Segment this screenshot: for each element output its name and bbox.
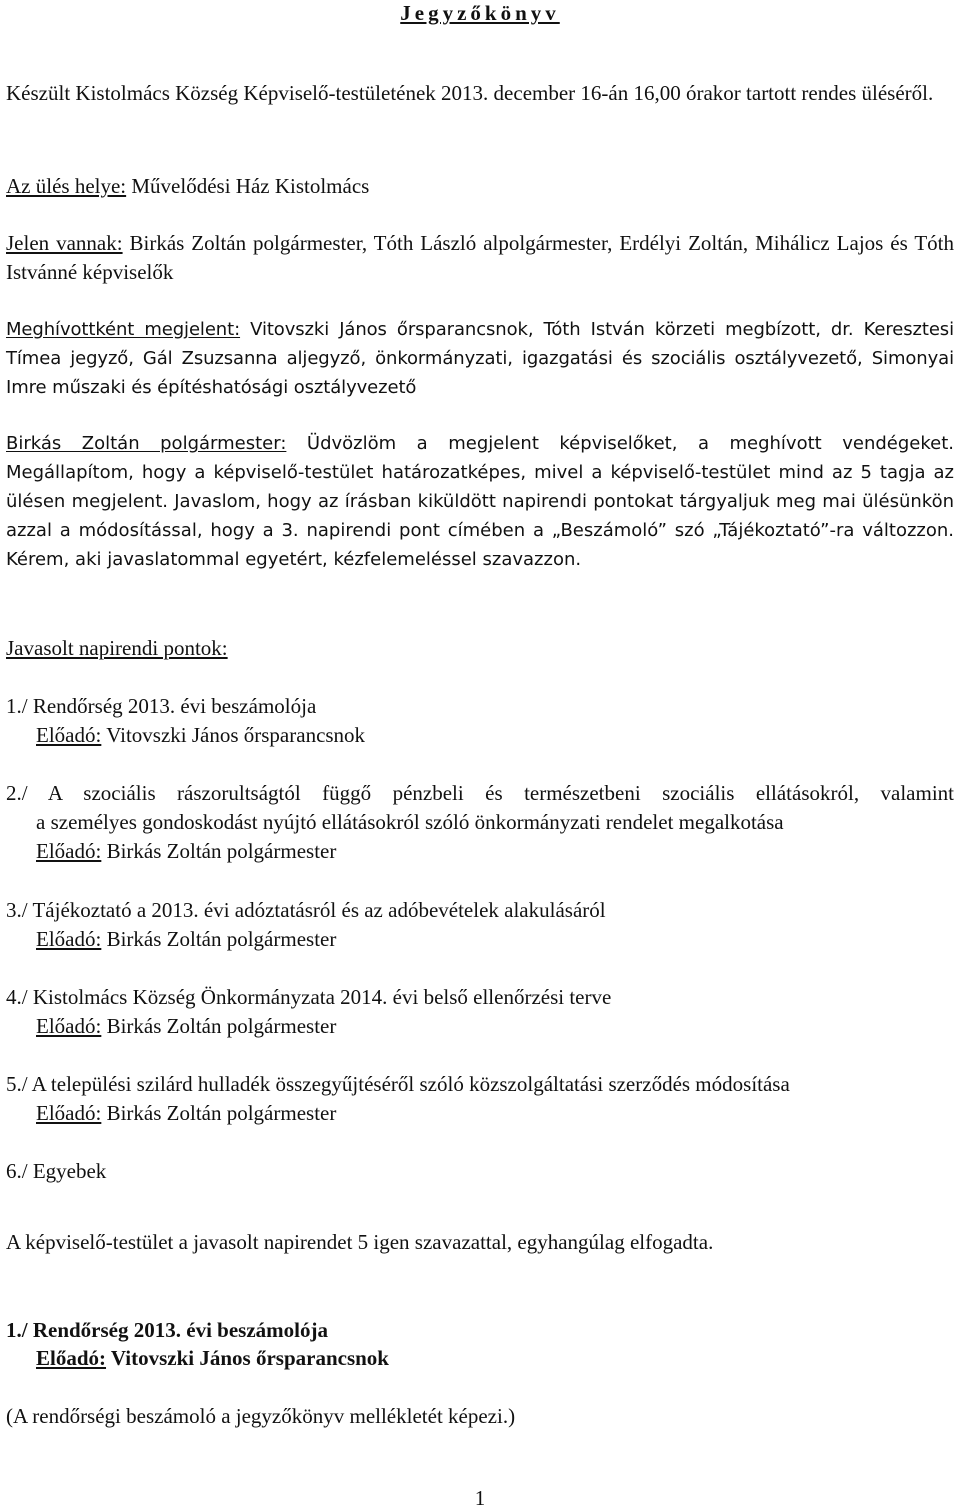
- agenda-item-2-presenter: Előadó: Birkás Zoltán polgármester: [36, 839, 337, 863]
- agenda-item-3-title: 3./ Tájékoztató a 2013. évi adóztatásról és az adóbevételek alakulásáról: [6, 898, 606, 922]
- present-paragraph: [6, 229, 954, 287]
- section-1-note: (A rendőrségi beszámoló a jegyzőkönyv mellékletét képezi.): [6, 1404, 516, 1428]
- mayor-speech-paragraph: [6, 429, 954, 574]
- agenda-item-5-title: 5./ A települési szilárd hulladék összegyűjtéséről szóló közszolgáltatási szerződés módosítása: [6, 1072, 790, 1096]
- agenda-item-3-presenter: Előadó: Birkás Zoltán polgármester: [36, 927, 337, 951]
- section-1-title: 1./ Rendőrség 2013. évi beszámolója: [6, 1318, 328, 1342]
- invited-paragraph: [6, 315, 954, 402]
- agenda-item-1-presenter: Előadó: Vitovszki János őrsparancsnok: [36, 723, 366, 747]
- present-value: Birkás Zoltán polgármester, Tóth László alpolgármester, Erdélyi Zoltán, Mihálicz Lajos és Tóth Istvánné képviselők: [6, 231, 955, 284]
- agenda-item-4-title: 4./ Kistolmács Község Önkormányzata 2014. évi belső ellenőrzési terve: [6, 985, 612, 1009]
- vote-result: A képviselő-testület a javasolt napirendet 5 igen szavazattal, egyhangúlag elfogadta.: [6, 1230, 714, 1254]
- agenda-item-1-title: 1./ Rendőrség 2013. évi beszámolója: [6, 694, 317, 718]
- mayor-speech-value: Üdvözlöm a megjelent képviselőket, a meghívott vendégeket. Megállapítom, hogy a képviselő-testület határozatképes, mivel a képviselő-testület mind az 5 tagja az ülésen megjelent. Javaslom, hogy az írásban kiküldött napirendi pontokat tárgyaljuk meg mai ülésünkön azzal a módosítással, hogy a 3. napirendi pont címében a „Beszámoló” szó „Tájékoztató”-ra változzon. Kérem, aki javaslatommal egyetért, kézfelemeléssel szavazzon.: [6, 433, 955, 570]
- page-number: 1: [474, 1486, 486, 1510]
- venue-label: Az ülés helye:: [6, 174, 127, 198]
- agenda-item-5-presenter: Előadó: Birkás Zoltán polgármester: [36, 1101, 337, 1125]
- invited-value: Vitovszki János őrsparancsnok, Tóth István körzeti megbízott, dr. Keresztesi Tímea jegyző, Gál Zsuzsanna aljegyző, önkormányzati, igazgatási és szociális osztályvezető, Simonyai Imre műszaki és építéshatósági osztályvezető: [6, 319, 954, 398]
- venue-value: Művelődési Ház Kistolmács: [126, 174, 370, 198]
- present-label: Jelen vannak:: [6, 231, 123, 255]
- agenda-heading: Javasolt napirendi pontok:: [6, 636, 228, 660]
- agenda-item-6-title: 6./ Egyebek: [6, 1159, 107, 1183]
- agenda-item-2-title-line1: 2./ A szociális rászorultságtól függő pénzbeli és természetbeni szociális ellátásokról, valamint: [6, 781, 954, 805]
- intro-paragraph: Készült Kistolmács Község Képviselő-testületének 2013. december 16-án 16,00 órakor tartott rendes üléséről.: [6, 81, 934, 105]
- section-1-presenter: Előadó: Vitovszki János őrsparancsnok: [36, 1346, 389, 1370]
- invited-label: Meghívottként megjelent:: [6, 319, 241, 340]
- mayor-speech-label: Birkás Zoltán polgármester:: [6, 433, 287, 454]
- document-title: Jegyzőkönyv: [400, 1, 560, 25]
- venue-paragraph: [6, 172, 954, 201]
- agenda-item-4-presenter: Előadó: Birkás Zoltán polgármester: [36, 1014, 337, 1038]
- agenda-item-2-title-line2: a személyes gondoskodást nyújtó ellátásokról szóló önkormányzati rendelet megalkotása: [36, 810, 784, 834]
